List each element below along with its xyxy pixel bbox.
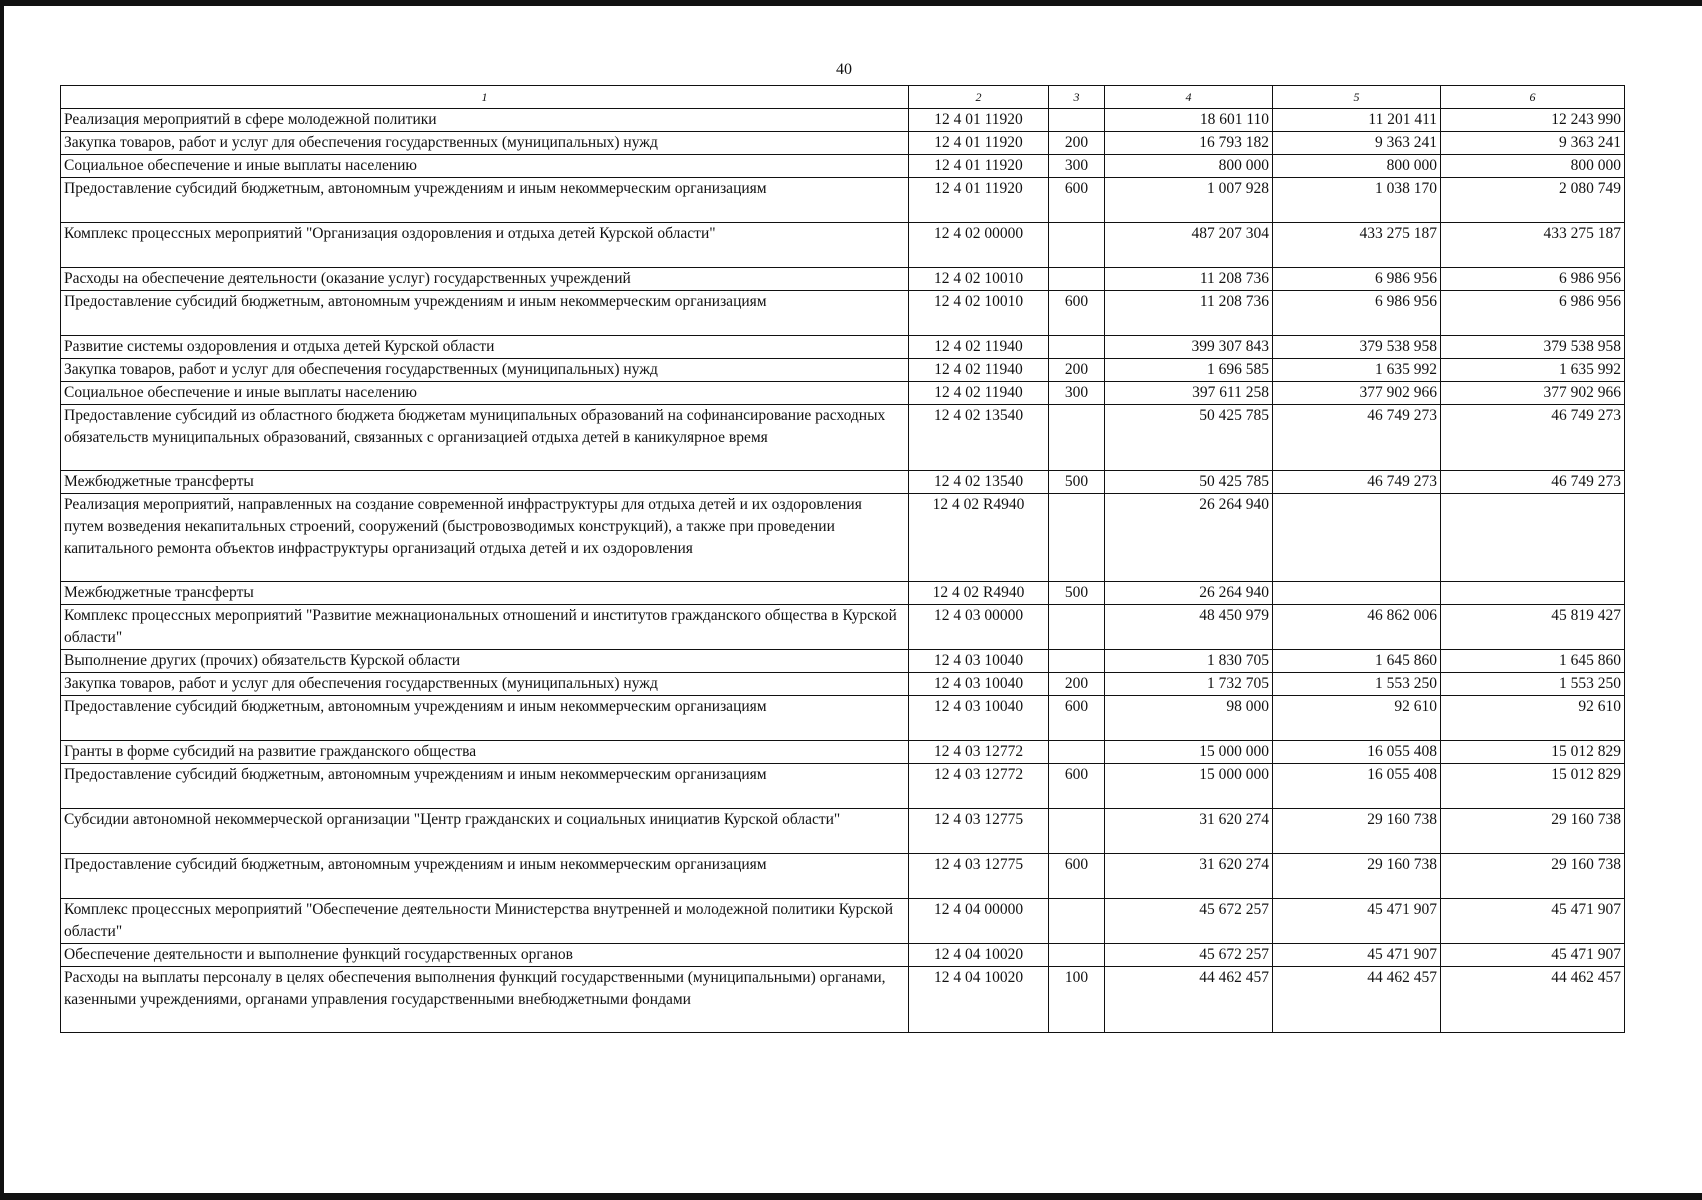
column-header-value-2: 5 xyxy=(1273,86,1441,109)
row-code: 12 4 03 12775 xyxy=(909,809,1049,854)
table-row xyxy=(61,809,1625,854)
row-name: Гранты в форме субсидий на развитие гражданского общества xyxy=(61,741,909,764)
table-body xyxy=(61,109,1625,1033)
row-value-1: 15 000 000 xyxy=(1105,741,1273,764)
row-name: Социальное обеспечение и иные выплаты населению xyxy=(61,155,909,178)
row-value-2: 29 160 738 xyxy=(1273,854,1441,899)
row-name: Реализация мероприятий в сфере молодежной политики xyxy=(61,109,909,132)
table-row xyxy=(61,382,1625,405)
row-value-2: 45 471 907 xyxy=(1273,899,1441,944)
row-code: 12 4 03 12772 xyxy=(909,764,1049,809)
row-name: Межбюджетные трансферты xyxy=(61,471,909,494)
row-value-3: 12 243 990 xyxy=(1441,109,1625,132)
row-name: Развитие системы оздоровления и отдыха детей Курской области xyxy=(61,336,909,359)
row-name: Расходы на обеспечение деятельности (оказание услуг) государственных учреждений xyxy=(61,268,909,291)
row-value-3: 15 012 829 xyxy=(1441,741,1625,764)
table-row xyxy=(61,764,1625,809)
row-expense-type xyxy=(1049,650,1105,673)
row-value-1: 44 462 457 xyxy=(1105,967,1273,1033)
row-value-2: 9 363 241 xyxy=(1273,132,1441,155)
row-value-3: 433 275 187 xyxy=(1441,223,1625,268)
row-name: Предоставление субсидий бюджетным, автономным учреждениям и иным некоммерческим организациям xyxy=(61,696,909,741)
table-row xyxy=(61,178,1625,223)
table-row xyxy=(61,967,1625,1033)
row-value-1: 26 264 940 xyxy=(1105,582,1273,605)
row-value-3: 45 471 907 xyxy=(1441,944,1625,967)
row-value-2 xyxy=(1273,494,1441,582)
row-code: 12 4 02 11940 xyxy=(909,382,1049,405)
row-value-3: 800 000 xyxy=(1441,155,1625,178)
row-value-1: 45 672 257 xyxy=(1105,899,1273,944)
row-expense-type: 600 xyxy=(1049,764,1105,809)
row-expense-type xyxy=(1049,741,1105,764)
row-name: Субсидии автономной некоммерческой организации "Центр гражданских и социальных инициатив Курской области" xyxy=(61,809,909,854)
table-row xyxy=(61,650,1625,673)
row-name: Предоставление субсидий бюджетным, автономным учреждениям и иным некоммерческим организациям xyxy=(61,291,909,336)
row-expense-type: 600 xyxy=(1049,178,1105,223)
row-expense-type xyxy=(1049,405,1105,471)
row-name: Предоставление субсидий бюджетным, автономным учреждениям и иным некоммерческим организациям xyxy=(61,854,909,899)
table-row xyxy=(61,405,1625,471)
row-name: Комплекс процессных мероприятий "Развитие межнациональных отношений и институтов гражданского общества в Курской области" xyxy=(61,605,909,650)
row-code: 12 4 03 10040 xyxy=(909,673,1049,696)
table-row xyxy=(61,336,1625,359)
row-value-3: 6 986 956 xyxy=(1441,268,1625,291)
row-value-1: 31 620 274 xyxy=(1105,854,1273,899)
table-row xyxy=(61,359,1625,382)
row-name: Выполнение других (прочих) обязательств Курской области xyxy=(61,650,909,673)
row-value-3: 29 160 738 xyxy=(1441,854,1625,899)
column-header-value-1: 4 xyxy=(1105,86,1273,109)
row-name: Предоставление субсидий из областного бюджета бюджетам муниципальных образований на софинансирование расходных обязательств муниципальных образований, связанных с организацией отдыха детей в каникулярное время xyxy=(61,405,909,471)
table-row xyxy=(61,582,1625,605)
column-header-type: 3 xyxy=(1049,86,1105,109)
row-value-1: 98 000 xyxy=(1105,696,1273,741)
row-expense-type xyxy=(1049,223,1105,268)
row-expense-type xyxy=(1049,494,1105,582)
row-expense-type: 500 xyxy=(1049,471,1105,494)
row-value-3: 29 160 738 xyxy=(1441,809,1625,854)
row-code: 12 4 02 R4940 xyxy=(909,582,1049,605)
row-value-1: 1 830 705 xyxy=(1105,650,1273,673)
row-name: Комплекс процессных мероприятий "Обеспечение деятельности Министерства внутренней и молодежной политики Курской области" xyxy=(61,899,909,944)
row-expense-type xyxy=(1049,109,1105,132)
row-code: 12 4 04 10020 xyxy=(909,967,1049,1033)
row-value-2: 46 749 273 xyxy=(1273,471,1441,494)
row-value-2 xyxy=(1273,582,1441,605)
row-value-1: 1 696 585 xyxy=(1105,359,1273,382)
row-expense-type: 600 xyxy=(1049,696,1105,741)
table-row xyxy=(61,291,1625,336)
table-row xyxy=(61,223,1625,268)
row-expense-type: 500 xyxy=(1049,582,1105,605)
row-code: 12 4 02 11940 xyxy=(909,359,1049,382)
row-expense-type xyxy=(1049,944,1105,967)
row-value-2: 92 610 xyxy=(1273,696,1441,741)
table-row xyxy=(61,854,1625,899)
row-code: 12 4 02 13540 xyxy=(909,405,1049,471)
column-header-name: 1 xyxy=(61,86,909,109)
row-value-2: 800 000 xyxy=(1273,155,1441,178)
row-value-2: 6 986 956 xyxy=(1273,268,1441,291)
row-value-1: 31 620 274 xyxy=(1105,809,1273,854)
row-value-2: 45 471 907 xyxy=(1273,944,1441,967)
row-expense-type: 200 xyxy=(1049,359,1105,382)
row-name: Закупка товаров, работ и услуг для обеспечения государственных (муниципальных) нужд xyxy=(61,673,909,696)
row-expense-type xyxy=(1049,809,1105,854)
row-value-2: 46 862 006 xyxy=(1273,605,1441,650)
row-expense-type: 100 xyxy=(1049,967,1105,1033)
row-value-1: 18 601 110 xyxy=(1105,109,1273,132)
row-value-3: 2 080 749 xyxy=(1441,178,1625,223)
row-value-2: 6 986 956 xyxy=(1273,291,1441,336)
table-row xyxy=(61,109,1625,132)
row-value-1: 50 425 785 xyxy=(1105,405,1273,471)
table-row xyxy=(61,494,1625,582)
row-value-3: 44 462 457 xyxy=(1441,967,1625,1033)
row-name: Реализация мероприятий, направленных на создание современной инфраструктуры для отдыха детей и их оздоровления путем возведения некапитальных строений, сооружений (быстровозводимых конструкций), а также при проведении капитального ремонта объектов инфраструктуры организаций отдыха детей и их оздоровления xyxy=(61,494,909,582)
row-expense-type xyxy=(1049,899,1105,944)
row-code: 12 4 02 00000 xyxy=(909,223,1049,268)
row-code: 12 4 02 10010 xyxy=(909,268,1049,291)
row-value-2: 16 055 408 xyxy=(1273,741,1441,764)
column-header-code: 2 xyxy=(909,86,1049,109)
row-name: Предоставление субсидий бюджетным, автономным учреждениям и иным некоммерческим организациям xyxy=(61,764,909,809)
row-code: 12 4 02 R4940 xyxy=(909,494,1049,582)
row-value-2: 379 538 958 xyxy=(1273,336,1441,359)
row-code: 12 4 03 12775 xyxy=(909,854,1049,899)
row-code: 12 4 01 11920 xyxy=(909,155,1049,178)
row-code: 12 4 03 10040 xyxy=(909,650,1049,673)
row-code: 12 4 01 11920 xyxy=(909,178,1049,223)
table-row xyxy=(61,471,1625,494)
row-value-3: 379 538 958 xyxy=(1441,336,1625,359)
row-value-3: 6 986 956 xyxy=(1441,291,1625,336)
page-number: 40 xyxy=(836,61,852,78)
row-code: 12 4 03 12772 xyxy=(909,741,1049,764)
row-value-1: 26 264 940 xyxy=(1105,494,1273,582)
row-value-1: 800 000 xyxy=(1105,155,1273,178)
row-value-3: 46 749 273 xyxy=(1441,471,1625,494)
row-code: 12 4 04 00000 xyxy=(909,899,1049,944)
row-value-2: 1 038 170 xyxy=(1273,178,1441,223)
row-value-2: 44 462 457 xyxy=(1273,967,1441,1033)
row-value-2: 46 749 273 xyxy=(1273,405,1441,471)
row-code: 12 4 02 13540 xyxy=(909,471,1049,494)
table-row xyxy=(61,944,1625,967)
table-header-row xyxy=(61,86,1625,109)
row-expense-type xyxy=(1049,268,1105,291)
row-name: Закупка товаров, работ и услуг для обеспечения государственных (муниципальных) нужд xyxy=(61,359,909,382)
row-value-1: 48 450 979 xyxy=(1105,605,1273,650)
row-value-3 xyxy=(1441,494,1625,582)
row-value-3: 1 553 250 xyxy=(1441,673,1625,696)
row-value-3 xyxy=(1441,582,1625,605)
row-value-1: 399 307 843 xyxy=(1105,336,1273,359)
row-code: 12 4 02 11940 xyxy=(909,336,1049,359)
row-name: Межбюджетные трансферты xyxy=(61,582,909,605)
row-value-3: 1 635 992 xyxy=(1441,359,1625,382)
row-expense-type: 300 xyxy=(1049,155,1105,178)
row-value-1: 16 793 182 xyxy=(1105,132,1273,155)
row-code: 12 4 04 10020 xyxy=(909,944,1049,967)
table-row xyxy=(61,899,1625,944)
row-expense-type: 600 xyxy=(1049,291,1105,336)
row-name: Социальное обеспечение и иные выплаты населению xyxy=(61,382,909,405)
row-value-1: 11 208 736 xyxy=(1105,268,1273,291)
row-expense-type: 200 xyxy=(1049,673,1105,696)
row-value-2: 1 553 250 xyxy=(1273,673,1441,696)
row-value-3: 46 749 273 xyxy=(1441,405,1625,471)
row-value-1: 11 208 736 xyxy=(1105,291,1273,336)
table-row xyxy=(61,268,1625,291)
table-row xyxy=(61,155,1625,178)
row-value-3: 92 610 xyxy=(1441,696,1625,741)
row-value-2: 11 201 411 xyxy=(1273,109,1441,132)
row-name: Закупка товаров, работ и услуг для обеспечения государственных (муниципальных) нужд xyxy=(61,132,909,155)
row-value-1: 50 425 785 xyxy=(1105,471,1273,494)
row-name: Предоставление субсидий бюджетным, автономным учреждениям и иным некоммерческим организациям xyxy=(61,178,909,223)
row-expense-type: 300 xyxy=(1049,382,1105,405)
row-value-2: 1 635 992 xyxy=(1273,359,1441,382)
row-value-3: 9 363 241 xyxy=(1441,132,1625,155)
row-value-2: 377 902 966 xyxy=(1273,382,1441,405)
row-code: 12 4 01 11920 xyxy=(909,109,1049,132)
row-value-2: 29 160 738 xyxy=(1273,809,1441,854)
row-code: 12 4 03 10040 xyxy=(909,696,1049,741)
row-name: Обеспечение деятельности и выполнение функций государственных органов xyxy=(61,944,909,967)
row-value-2: 433 275 187 xyxy=(1273,223,1441,268)
column-header-value-3: 6 xyxy=(1441,86,1625,109)
row-value-1: 1 007 928 xyxy=(1105,178,1273,223)
row-value-3: 45 819 427 xyxy=(1441,605,1625,650)
row-value-1: 15 000 000 xyxy=(1105,764,1273,809)
row-expense-type xyxy=(1049,605,1105,650)
table-row xyxy=(61,132,1625,155)
table-row xyxy=(61,673,1625,696)
table-row xyxy=(61,605,1625,650)
row-expense-type xyxy=(1049,336,1105,359)
row-name: Расходы на выплаты персоналу в целях обеспечения выполнения функций государственными (муниципальными) органами, казенными учреждениями, органами управления государственными внебюджетными фондами xyxy=(61,967,909,1033)
row-value-3: 45 471 907 xyxy=(1441,899,1625,944)
budget-table xyxy=(60,85,1625,1033)
row-name: Комплекс процессных мероприятий "Организация оздоровления и отдыха детей Курской области" xyxy=(61,223,909,268)
row-value-3: 1 645 860 xyxy=(1441,650,1625,673)
row-value-2: 16 055 408 xyxy=(1273,764,1441,809)
row-value-1: 487 207 304 xyxy=(1105,223,1273,268)
row-value-2: 1 645 860 xyxy=(1273,650,1441,673)
row-value-3: 15 012 829 xyxy=(1441,764,1625,809)
row-code: 12 4 03 00000 xyxy=(909,605,1049,650)
row-code: 12 4 01 11920 xyxy=(909,132,1049,155)
row-value-1: 45 672 257 xyxy=(1105,944,1273,967)
table-row xyxy=(61,741,1625,764)
table-row xyxy=(61,696,1625,741)
row-expense-type: 200 xyxy=(1049,132,1105,155)
row-expense-type: 600 xyxy=(1049,854,1105,899)
row-code: 12 4 02 10010 xyxy=(909,291,1049,336)
row-value-1: 397 611 258 xyxy=(1105,382,1273,405)
row-value-3: 377 902 966 xyxy=(1441,382,1625,405)
row-value-1: 1 732 705 xyxy=(1105,673,1273,696)
